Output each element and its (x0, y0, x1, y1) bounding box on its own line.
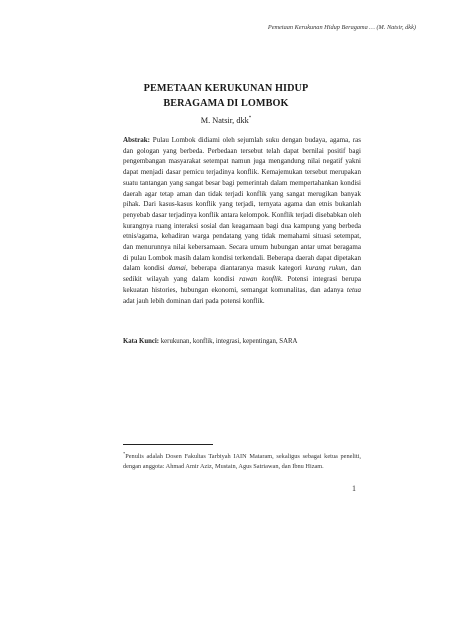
footnote-divider (123, 444, 213, 445)
abstract (123, 135, 361, 306)
paper-title-line-1: PEMETAAN KERUKUNAN HIDUP (143, 83, 309, 94)
abstract-label: Abstrak: (123, 136, 151, 144)
abstract-italic-kurang-rukun: kurang rukun (305, 264, 346, 273)
keywords-label: Kata Kunci: (123, 338, 160, 345)
running-head: Pemetaan Kerukunan Hidup Beragama … (M. Natsir, dkk) (267, 24, 416, 31)
keywords (123, 338, 361, 345)
abstract-text-4: . Potensi integrasi berupa kekuatan histories, hubungan ekonomi, semangat komunalitas, dan adanya (123, 275, 361, 294)
page-number: 1 (352, 484, 356, 493)
footnote-text: Penulis adalah Dosen Fakultas Tarbiyah IAIN Mataram, sekaligus sebagai ketua peneliti, dengan anggota: Ahmad Amir Aziz, Mustain, Agus Satriawan, dan Ibnu Hizam. (123, 453, 361, 471)
abstract-italic-rawan-konflik: rawan konflik (239, 275, 282, 284)
author-name: M. Natsir, dkk (200, 116, 249, 125)
abstract-italic-tetua: tetua (346, 285, 361, 294)
abstract-text-5: adat jauh lebih dominan dari pada potensi konflik. (123, 296, 265, 305)
abstract-text-2: , beberapa diantaranya masuk kategori (185, 264, 306, 273)
abstract-text-3: , dan sedikit wilayah yang dalam kondisi (123, 264, 362, 284)
author (0, 116, 452, 125)
abstract-italic-damai: damai (168, 264, 186, 273)
abstract-text-1: Pulau Lombok didiami oleh sejumlah suku dengan budaya, agama, ras dan gologan yang berbeda. Perbedaan tersebut telah dapat bernilai positif bagi pengembangan masyarakat setempat namun juga mengandung nilai negatif yakni dapat menjadi dasar pemicu terjadinya konflik. Kemajemukan tersebut merupakan suatu tantangan yang sangat besar bagi pemerintah dalam mempertahankan kondisi daerah agar tetap aman dan tidak terjadi konflik yang sangat merugikan banyak pihak. Dari kasus-kasus konflik yang terjadi, ternyata agama dan etnis bukanlah penyebab dasar terjadinya konflik antara kelompok. Konflik terjadi disebabkan oleh kurangnya ruang interaksi sosial dan keagamaan bagi dua kampung yang berbeda etnis/agama, kehadiran warga pendatang yang tidak memahami situasi setempat, dan menurunnya nilai kebersamaan. Secara umum hubungan antar umat beragama di pulau Lombok masih dalam kondisi terkendali. Beberapa daerah dapat dipetakan dalam kondisi (123, 136, 361, 273)
footnote-marker: * (123, 451, 126, 456)
paper-title-line-2: BERAGAMA DI LOMBOK (163, 98, 289, 109)
footnote (123, 449, 361, 473)
author-footnote-marker: * (248, 116, 252, 122)
keywords-text: kerukunan, konflik, integrasi, kepentingan, SARA (159, 338, 298, 345)
